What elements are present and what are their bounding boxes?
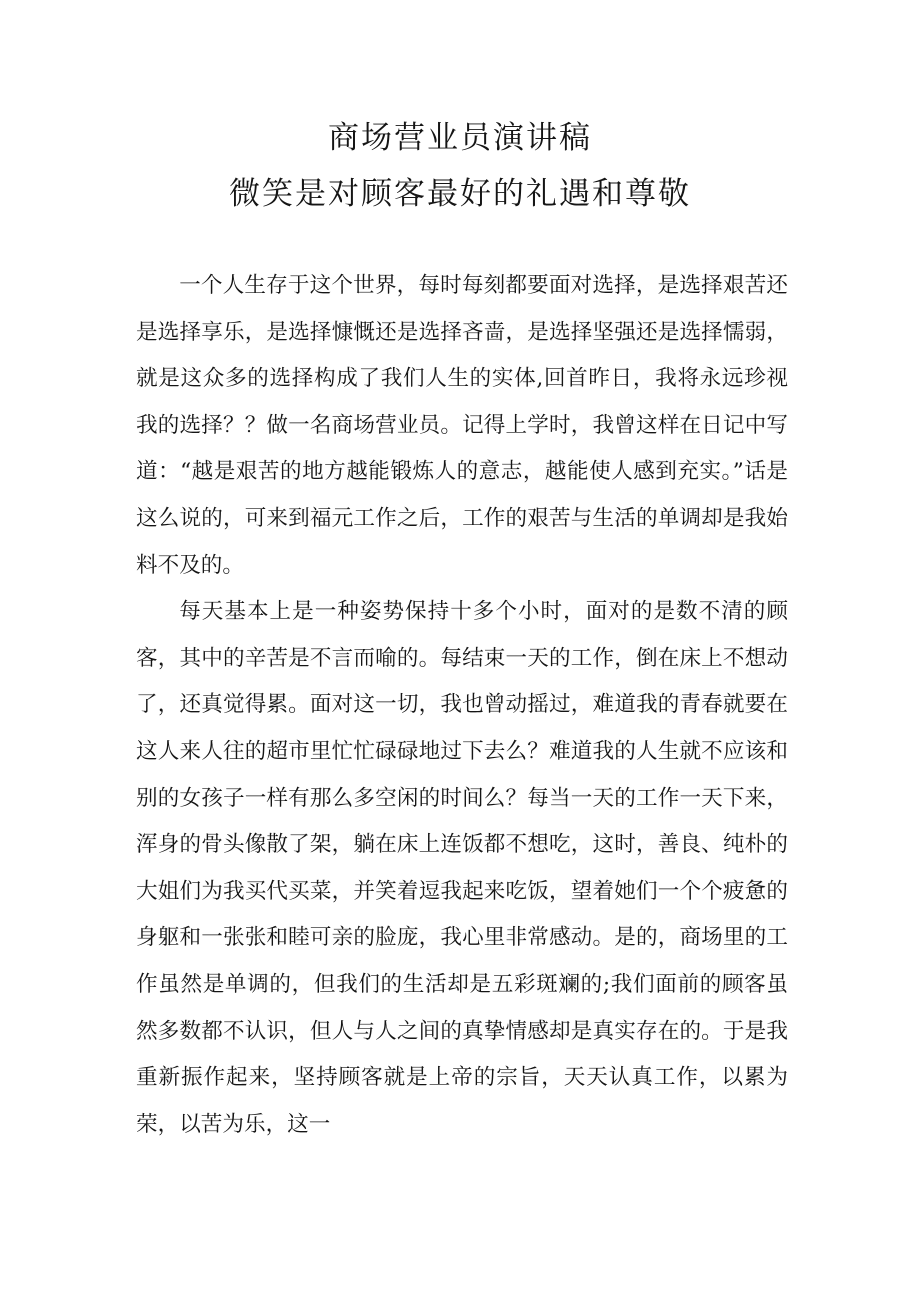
- title-block: [0, 110, 920, 222]
- paragraph-2: 每天基本上是一种姿势保持十多个小时，面对的是数不清的顾客，其中的辛苦是不言而喻的。每结束一天的工作，倒在床上不想动了，还真觉得累。面对这一切，我也曾动摇过，难道我的青春就要在这人来人往的超市里忙忙碌碌地过下去么？难道我的人生就不应该和别的女孩子一样有那么多空闲的时间么？每当一天的工作一天下来，浑身的骨头像散了架，躺在床上连饭都不想吃，这时，善良、纯朴的大姐们为我买代买菜，并笑着逗我起来吃饭，望着她们一个个疲惫的身躯和一张张和睦可亲的脸庞，我心里非常感动。是的，商场里的工作虽然是单调的，但我们的生活却是五彩斑斓的;我们面前的顾客虽然多数都不认识，但人与人之间的真挚情感却是真实存在的。于是我重新振作起来，坚持顾客就是上帝的宗旨，天天认真工作，以累为荣，以苦为乐，这一: [136, 599, 788, 1137]
- document-title: 商场营业员演讲稿: [328, 120, 592, 156]
- document-body: [136, 263, 788, 1148]
- paragraph-1: 一个人生存于这个世界，每时每刻都要面对选择，是选择艰苦还是选择享乐，是选择慷慨还是选择吝啬，是选择坚强还是选择懦弱，就是这众多的选择构成了我们人生的实体,回首昨日，我将永远珍视我的选择？？做一名商场营业员。记得上学时，我曾这样在日记中写道：“越是艰苦的地方越能锻炼人的意志，越能使人感到充实。”话是这么说的，可来到福元工作之后，工作的艰苦与生活的单调却是我始料不及的。: [136, 273, 788, 578]
- document-subtitle: 微笑是对顾客最好的礼遇和尊敬: [229, 176, 691, 212]
